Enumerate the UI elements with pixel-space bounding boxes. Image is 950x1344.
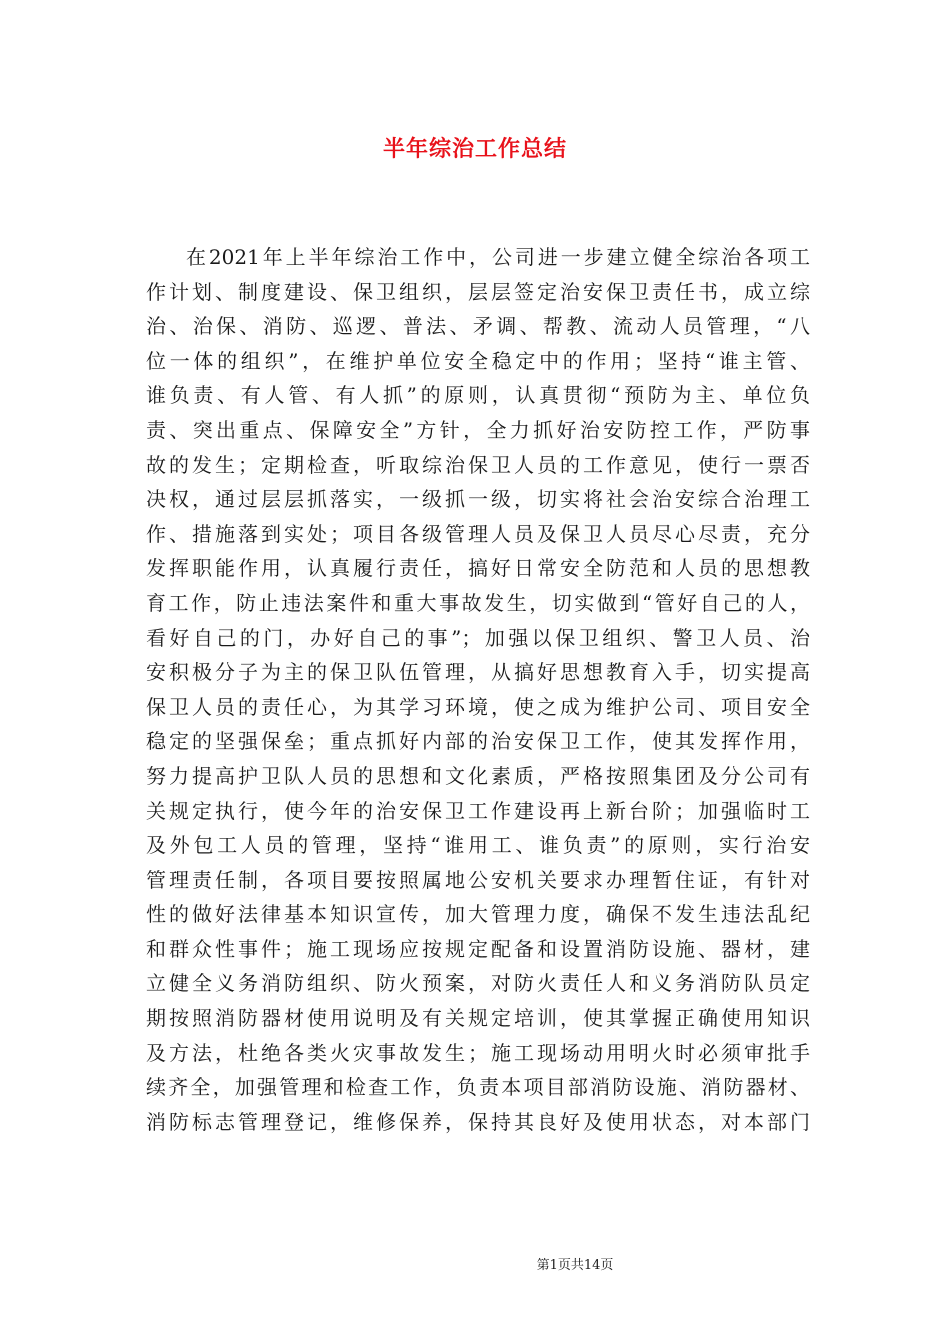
text-line: 和群众性事件；施工现场应按规定配备和设置消防设施、器材，建	[146, 936, 810, 961]
text-line: 发挥职能作用，认真履行责任，搞好日常安全防范和人员的思想教	[146, 556, 810, 581]
text-line: 故的发生；定期检查，听取综治保卫人员的工作意见，使行一票否	[146, 452, 810, 477]
text-line: 育工作，防止违法案件和重大事故发生，切实做到“管好自己的人，	[146, 590, 810, 615]
text-line: 在2021年上半年综治工作中，公司进一步建立健全综治各项工	[186, 245, 810, 269]
body-paragraph	[146, 240, 810, 1139]
text-line: 位一体的组织”，在维护单位安全稳定中的作用；坚持“谁主管、	[146, 348, 810, 373]
text-line: 期按照消防器材使用说明及有关规定培训，使其掌握正确使用知识	[146, 1006, 810, 1031]
text-line: 及外包工人员的管理，坚持“谁用工、谁负责”的原则，实行治安	[146, 833, 810, 858]
text-line: 努力提高护卫队人员的思想和文化素质，严格按照集团及分公司有	[146, 763, 810, 788]
text-line: 稳定的坚强保垒；重点抓好内部的治安保卫工作，使其发挥作用，	[146, 729, 810, 754]
text-line: 作、措施落到实处；项目各级管理人员及保卫人员尽心尽责，充分	[146, 521, 810, 546]
text-line: 立健全义务消防组织、防火预案，对防火责任人和义务消防队员定	[146, 971, 810, 996]
text-line: 续齐全，加强管理和检查工作，负责本项目部消防设施、消防器材、	[146, 1075, 810, 1100]
text-line: 性的做好法律基本知识宣传，加大管理力度，确保不发生违法乱纪	[146, 902, 810, 927]
text-line: 治、治保、消防、巡逻、普法、矛调、帮教、流动人员管理，“八	[146, 314, 810, 339]
text-line: 消防标志管理登记，维修保养，保持其良好及使用状态，对本部门	[146, 1109, 810, 1134]
text-line: 决权，通过层层抓落实，一级抓一级，切实将社会治安综合治理工	[146, 487, 810, 512]
text-line: 谁负责、有人管、有人抓”的原则，认真贯彻“预防为主、单位负	[146, 383, 810, 408]
text-line: 作计划、制度建设、保卫组织，层层签定治安保卫责任书，成立综	[146, 279, 810, 304]
text-line: 责、突出重点、保障安全”方针，全力抓好治安防控工作，严防事	[146, 417, 810, 442]
page-footer	[0, 1254, 950, 1273]
text-line: 及方法，杜绝各类火灾事故发生；施工现场动用明火时必须审批手	[146, 1040, 810, 1065]
text-line: 保卫人员的责任心，为其学习环境，使之成为维护公司、项目安全	[146, 694, 810, 719]
text-line: 管理责任制，各项目要按照属地公安机关要求办理暂住证，有针对	[146, 867, 810, 892]
document-title: 半年综治工作总结	[382, 136, 567, 162]
text-line: 安积极分子为主的保卫队伍管理，从搞好思想教育入手，切实提高	[146, 660, 810, 685]
text-line: 看好自己的门，办好自己的事”；加强以保卫组织、警卫人员、治	[146, 625, 810, 650]
text-line: 关规定执行，使今年的治安保卫工作建设再上新台阶；加强临时工	[146, 798, 810, 823]
page-number: 第1页共14页	[536, 1258, 614, 1273]
